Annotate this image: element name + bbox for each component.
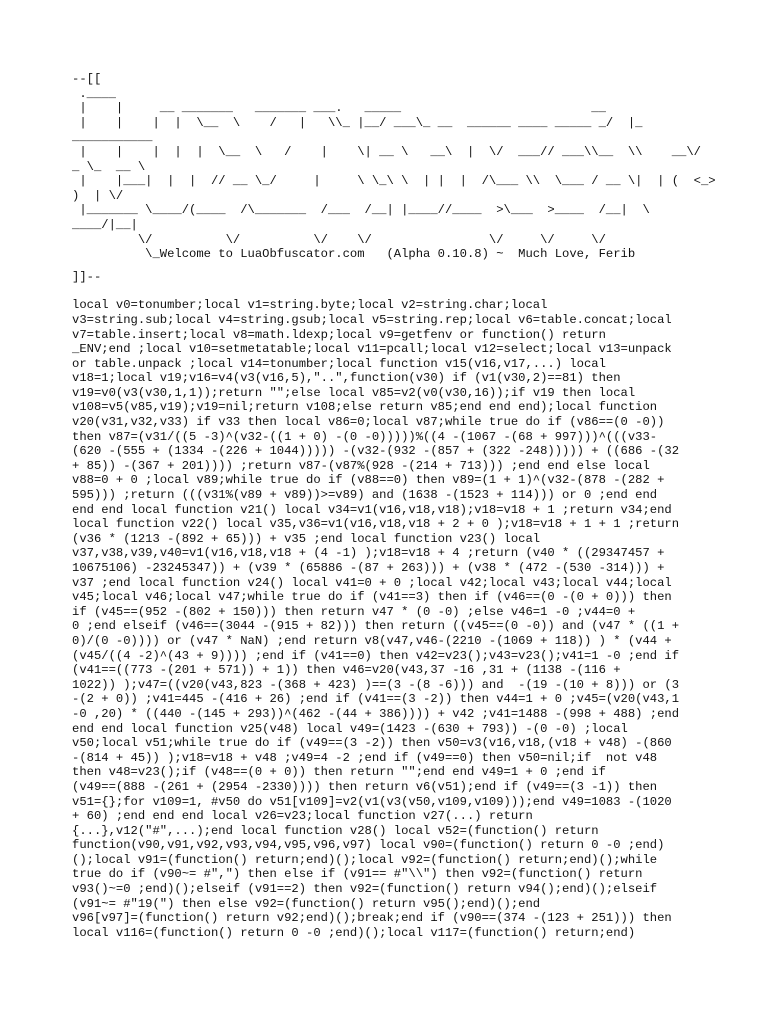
code-line: 595))) ;return (((v31%(v89 + v89))>=v89) and (1638 -(1523 + 114))) or 0 ;end end: [72, 488, 658, 503]
code-line: true do if (v90~= #",") then else if (v91== #"\\") then v92=(function() return: [72, 867, 643, 882]
banner-line: |_______ \____/(____ /\_______ /___ /__| |____//____ >\___ >____ /__| \: [72, 203, 650, 218]
code-line: v37,v38,v39,v40=v1(v16,v18,v18 + (4 -1) );v18=v18 + 4 ;return (v40 * ((29347457 +: [72, 546, 665, 561]
banner-line: _ \_ __ \: [72, 159, 146, 174]
code-line: end end local function v25(v48) local v49=(1423 -(630 + 793)) -(0 -0) ;local: [72, 721, 628, 736]
code-line: {...},v12("#",...);end local function v28() local v52=(function() return: [72, 823, 599, 838]
code-line: v96[v97]=(function() return v92;end)();break;end if (v90==(374 -(123 + 251))) then: [72, 911, 672, 926]
code-line: if (v45==(952 -(802 + 150))) then return v47 * (0 -0) ;else v46=1 -0 ;v44=0 +: [72, 604, 636, 619]
code-line: _ENV;end ;local v10=setmetatable;local v11=pcall;local v12=select;local v13=unpack: [72, 342, 672, 357]
code-line: local v116=(function() return 0 -0 ;end)();local v117=(function() return;end): [72, 925, 636, 940]
code-line: end end local function v21() local v34=v1(v16,v18,v18);v18=v18 + 1 ;return v34;end: [72, 502, 672, 517]
code-line: ();local v91=(function() return;end)();local v92=(function() return;end)();while: [72, 852, 658, 867]
code-line: 0 ;end elseif (v46==(3044 -(915 + 82))) then return ((v45==(0 -0)) and (v47 * ((1 +: [72, 619, 680, 634]
code-line: -(814 + 45)) );v18=v18 + v48 ;v49=4 -2 ;end if (v49==0) then v50=nil;if not v48: [72, 750, 658, 765]
code-line: + 85)) -(367 + 201)))) ;return v87-(v87%(928 -(214 + 713))) ;end end else local: [72, 458, 650, 473]
code-line: (v45/((4 -2)^(43 + 9)))) ;end if (v41==0) then v42=v23();v43=v23();v41=1 -0 ;end if: [72, 648, 680, 663]
code-line: + 60) ;end end end local v26=v23;local function v27(...) return: [72, 809, 533, 824]
code-line: (v49==(888 -(261 + (2954 -2330)))) then return v6(v51);end if (v49==(3 -1)) then: [72, 779, 658, 794]
spacer: [72, 262, 752, 270]
code-line: 0)/(0 -0)))) or (v47 * NaN) ;end return v8(v47,v46-(2210 -(1069 + 118)) ) * (v44 +: [72, 633, 672, 648]
code-line: 10675106) -23245347)) + (v39 * (65886 -(87 + 263))) + (v38 * (472 -(530 -314))) +: [72, 561, 665, 575]
code-line: (v41==((773 -(201 + 571)) + 1)) then v46=v20(v43,37 -16 ,31 + (1138 -(116 +: [72, 663, 621, 678]
code-line: v37 ;end local function v24() local v41=0 + 0 ;local v42;local v43;local v44;local: [72, 575, 672, 590]
code-line: function(v90,v91,v92,v93,v94,v95,v96,v97) local v90=(function() return 0 -0 ;end): [72, 838, 665, 853]
code-block: [72, 298, 752, 940]
code-line: v19=v0(v3(v30,1,1));return "";else local v85=v2(v0(v30,16));if v19 then local: [72, 385, 636, 400]
code-line: then v87=(v31/((5 -3)^(v32-((1 + 0) -(0 -0)))))%((4 -(1067 -(68 + 997)))^(((v33-: [72, 429, 658, 444]
document-page: [72, 72, 752, 940]
banner-line: ___________: [72, 130, 153, 145]
code-line: 1022)) );v47=((v20(v43,823 -(368 + 423) )==(3 -(8 -6))) and -(19 -(10 + 8))) or (3: [72, 677, 680, 692]
comment-close: ]]--: [72, 269, 102, 284]
code-line: v93()~=0 ;end)();elseif (v91==2) then v92=(function() return v94();end)();elseif: [72, 882, 658, 897]
banner-line: ) | \/: [72, 188, 124, 203]
code-line: v20(v31,v32,v33) if v33 then local v86=0;local v87;while true do if (v86==(0 -0)): [72, 415, 665, 430]
banner-line: \_Welcome to LuaObfuscator.com (Alpha 0.10.8) ~ Much Love, Ferib: [72, 247, 636, 262]
code-line: then v48=v23();if (v48==(0 + 0)) then return "";end end v49=1 + 0 ;end if: [72, 765, 606, 780]
banner-line: .____: [72, 86, 116, 101]
spacer: [72, 284, 752, 298]
banner-comment: [72, 72, 752, 262]
code-line: (620 -(555 + (1334 -(226 + 1044))))) -(v32-(932 -(857 + (322 -248))))) + ((686 -(32: [72, 444, 680, 459]
banner-line: \/ \/ \/ \/ \/ \/ \/: [72, 232, 606, 247]
code-line: v51={};for v109=1, #v50 do v51[v109]=v2(v1(v3(v50,v109,v109)));end v49=1083 -(1020: [72, 794, 672, 809]
banner-line: | | | | \__ \ / | \\_ |__/ ___\_ __ ______ ____ _____ _/ |_: [72, 115, 643, 130]
banner-line: | | __ _______ _______ ___. _____ __: [72, 101, 606, 116]
code-line: or table.unpack ;local v14=tonumber;local function v15(v16,v17,...) local: [72, 356, 606, 371]
code-line: v45;local v46;local v47;while true do if (v41==3) then if (v46==(0 -(0 + 0))) then: [72, 590, 672, 605]
code-line: v18=1;local v19;v16=v4(v3(v16,5),"..",function(v30) if (v1(v30,2)==81) then: [72, 371, 621, 386]
banner-line: ____/|__|: [72, 217, 138, 232]
banner-line: | | | | | \__ \ / | \| __ \ __\ | \/ ___// ___\\__ \\ __\/: [72, 144, 701, 159]
code-line: v88=0 + 0 ;local v89;while true do if (v88==0) then v89=(1 + 1)^(v32-(878 -(282 +: [72, 473, 665, 488]
code-line: v7=table.insert;local v8=math.ldexp;local v9=getfenv or function() return: [72, 327, 606, 342]
code-line: v3=string.sub;local v4=string.gsub;local v5=string.rep;local v6=table.concat;local: [72, 312, 672, 327]
code-line: local function v22() local v35,v36=v1(v16,v18,v18 + 2 + 0 );v18=v18 + 1 + 1 ;return: [72, 517, 680, 532]
code-line: local v0=tonumber;local v1=string.byte;local v2=string.char;local: [72, 298, 548, 313]
banner-line: --[[: [72, 72, 102, 86]
code-line: -0 ,20) * ((440 -(145 + 293))^(462 -(44 + 386)))) + v42 ;v41=1488 -(998 + 488) ;end: [72, 706, 680, 721]
code-line: v50;local v51;while true do if (v49==(3 -2)) then v50=v3(v16,v18,(v18 + v48) -(860: [72, 736, 672, 751]
code-line: v108=v5(v85,v19);v19=nil;return v108;else return v85;end end end);local function: [72, 400, 658, 415]
code-line: (v36 * (1213 -(892 + 65))) + v35 ;end local function v23() local: [72, 531, 541, 546]
code-line: (v91~= #"19(") then else v92=(function() return v95();end)();end: [72, 896, 541, 911]
code-line: -(2 + 0)) ;v41=445 -(416 + 26) ;end if (v41==(3 -2)) then v44=1 + 0 ;v45=(v20(v43,1: [72, 692, 680, 707]
banner-line: | |___| | | // __ \_/ | \ \_\ \ | | | /\___ \\ \___ / __ \| | ( <_>: [72, 174, 716, 189]
